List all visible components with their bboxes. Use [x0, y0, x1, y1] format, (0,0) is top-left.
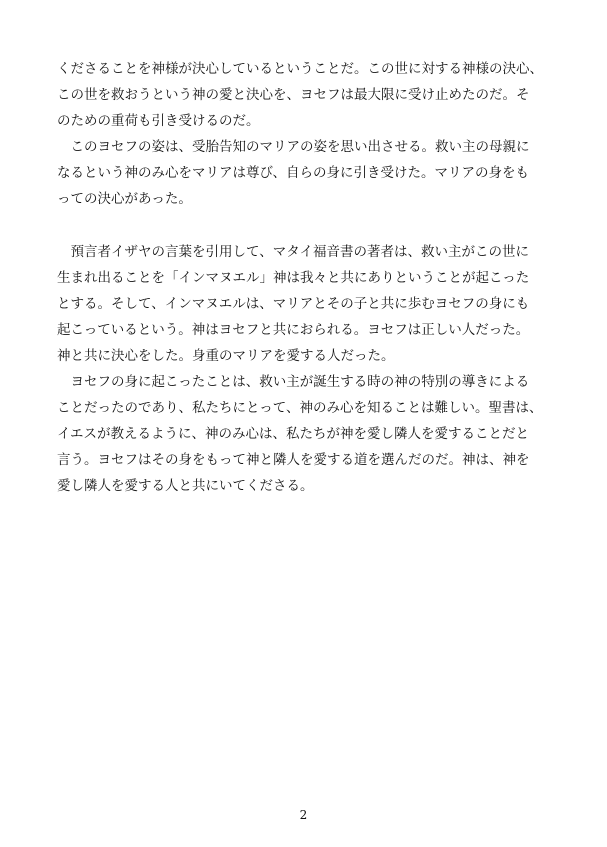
- page-number: 2: [299, 808, 308, 822]
- body-text-line: なるという神のみ心をマリアは尊び、自らの身に引き受けた。マリアの身をも: [57, 165, 529, 181]
- body-text-line: 神と共に決心をした。身重のマリアを愛する人だった。: [57, 348, 395, 364]
- body-text-line: のための重荷も引き受けるのだ。: [57, 113, 260, 129]
- body-text-line: このヨセフの姿は、受胎告知のマリアの姿を思い出させる。救い主の母親に: [57, 139, 530, 155]
- body-text-line: ことだったのであり、私たちにとって、神のみ心を知ることは難しい。聖書は、: [57, 400, 543, 416]
- body-text-line: イエスが教えるように、神のみ心は、私たちが神を愛し隣人を愛することだと: [57, 426, 529, 442]
- body-text-line: 愛し隣人を愛する人と共にいてくださる。: [57, 478, 314, 494]
- body-text-line: 生まれ出ることを「インマヌエル」神は我々と共にありということが起こった: [57, 270, 530, 286]
- body-text-line: ヨセフの身に起こったことは、救い主が誕生する時の神の特別の導きによる: [57, 374, 530, 390]
- body-text-line: 預言者イザヤの言葉を引用して、マタイ福音書の著者は、救い主がこの世に: [57, 244, 529, 260]
- body-text-line: とする。そして、インマヌエルは、マリアとその子と共に歩むヨセフの身にも: [57, 296, 530, 312]
- body-text-line: 言う。ヨセフはその身をもって神と隣人を愛する道を選んだのだ。神は、神を: [57, 452, 530, 468]
- body-text-line: くださることを神様が決心しているということだ。この世に対する神様の決心、: [57, 61, 543, 77]
- body-text-line: 起こっているという。神はヨセフと共におられる。ヨセフは正しい人だった。: [57, 322, 530, 338]
- body-text-line: っての決心があった。: [57, 191, 192, 207]
- body-text-line: この世を救おうという神の愛と決心を、ヨセフは最大限に受け止めたのだ。そ: [57, 87, 530, 103]
